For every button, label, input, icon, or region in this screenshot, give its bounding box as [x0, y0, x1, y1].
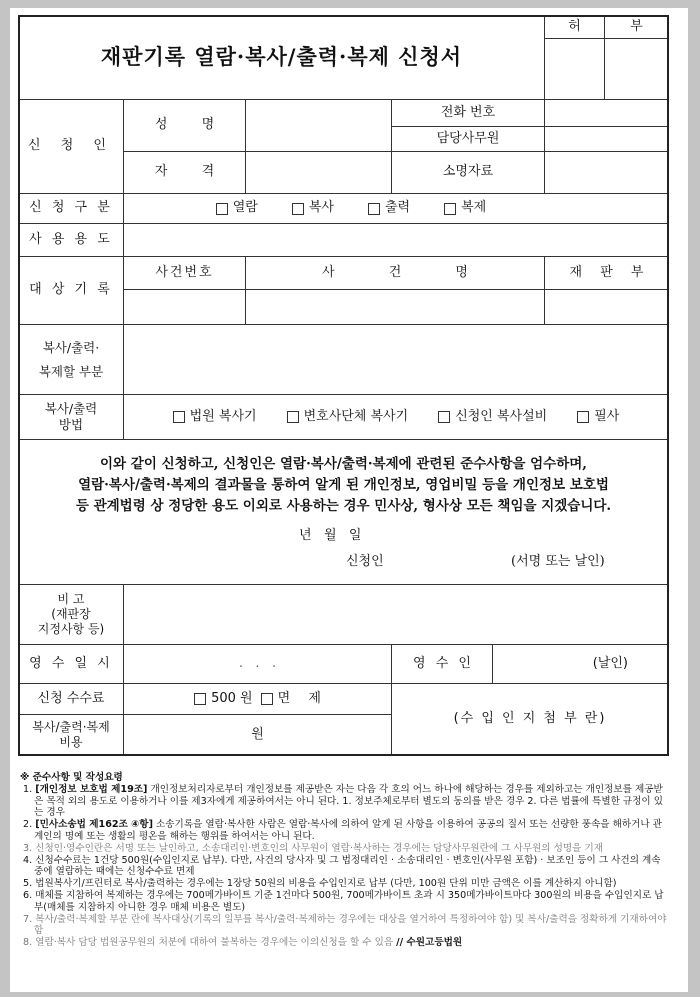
option-label: 면 제 [277, 690, 321, 706]
option-label: 필사 [594, 408, 620, 424]
fee-label: 신청 수수료 [18, 683, 124, 715]
note-text: 매체를 지참하여 복제하는 경우에는 700메가바이트 기준 1건마다 500원, 700메가바이트 초과 시 350메가바이트마다 300원의 비용을 수입인지로 납부(매체를 지참하지 아니한 경우 매체 비용은 별도) [32, 889, 664, 913]
request-type-duplicate[interactable] [444, 200, 486, 216]
copy-cost-field[interactable]: 원 [123, 714, 392, 756]
note-item [20, 878, 670, 890]
phone-field[interactable] [544, 99, 669, 127]
request-type-print[interactable] [368, 200, 410, 216]
note-number: 1. [23, 783, 33, 795]
note-item [20, 914, 670, 938]
reject-header: 부 [604, 15, 669, 39]
note-item [20, 937, 670, 949]
remarks-label: 비 고 (재판장 지정사항 등) [18, 584, 124, 645]
approve-header: 허 [544, 15, 605, 39]
checkbox[interactable] [216, 203, 228, 215]
note-item [20, 855, 670, 879]
name-field[interactable] [245, 99, 392, 152]
note-text: 열람·복사 담당 법원공무원의 처분에 대하여 불복하는 경우에는 이의신청을 할 수 있음 [32, 937, 397, 949]
method-handwriting[interactable] [577, 409, 619, 425]
copy-part-field[interactable] [123, 324, 669, 395]
note-number: 8. [23, 937, 33, 949]
purpose-label: 사 용 용 도 [18, 223, 124, 257]
option-label: 500 원 [211, 690, 253, 706]
method-bar-copier[interactable] [287, 409, 409, 425]
note-law-ref: [개인정보 보호법 제19조] [35, 783, 148, 795]
note-text: 소송기록을 열람·복사한 사람은 열람·복사에 의하여 알게 된 사항을 이용하여 공공의 질서 또는 선량한 풍속을 해하거나 관계인의 명예 또는 생활의 평온을 해하는 행위를 하여서는 아니 된다. [34, 819, 662, 842]
note-text: 복사/출력·복제할 부분 란에 복사대상(기록의 일부를 복사/출력·복제하는 경우에는 대상을 열거하여 특정하여야 함) 및 복사/출력을 정확하게 기재하여야 함 [32, 913, 667, 937]
note-number: 7. [23, 913, 33, 925]
option-label: 복제 [461, 200, 487, 216]
checkbox[interactable] [261, 693, 273, 705]
case-no-label: 사건번호 [123, 256, 246, 290]
notes-section [20, 772, 670, 949]
receiver-field[interactable]: (날인) [492, 644, 669, 684]
sign-hint: (서명 또는 날인) [511, 554, 605, 569]
clerk-field[interactable] [544, 126, 669, 152]
note-item [20, 843, 670, 855]
receipt-date-label: 영 수 일 시 [18, 644, 124, 684]
option-label: 변호사단체 복사기 [303, 408, 409, 424]
name-label: 성 명 [123, 99, 246, 152]
declaration-line: 등 관계법령 상 정당한 용도 이외로 사용하는 경우 민사상, 형사상 모든 책임을 지겠습니다. [75, 498, 612, 514]
clerk-label: 담당사무원 [391, 126, 545, 152]
request-type-copy[interactable] [292, 200, 334, 216]
checkbox[interactable] [577, 411, 589, 423]
proof-label: 소명자료 [391, 151, 545, 194]
copy-part-label: 복사/출력· 복제할 부분 [18, 324, 124, 395]
receiver-label: 영 수 인 [391, 644, 493, 684]
note-number: 2. [23, 819, 33, 831]
note-item [20, 819, 670, 843]
checkbox[interactable] [292, 203, 304, 215]
note-number: 4. [23, 854, 33, 866]
applicant-sign-label: 신청인 [346, 554, 384, 569]
note-law-ref: [민사소송법 제162조 ④항] [35, 819, 153, 831]
applicant-label: 신 청 인 [18, 99, 124, 194]
form-title: 재판기록 열람·복사/출력·복제 신청서 [18, 15, 545, 100]
checkbox[interactable] [287, 411, 299, 423]
option-label: 법원 복사기 [189, 408, 257, 424]
checkbox[interactable] [194, 693, 206, 705]
qualification-label: 자 격 [123, 151, 246, 194]
method-options [123, 394, 669, 440]
copy-cost-label: 복사/출력·복제 비용 [18, 714, 124, 756]
checkbox[interactable] [444, 203, 456, 215]
phone-label: 전화 번호 [391, 99, 545, 127]
note-text: 개인정보처리자로부터 개인정보를 제공받은 자는 다음 각 호의 어느 하나에 해당하는 경우를 제외하고는 개인정보를 제공받은 목적 외의 용도로 이용하거나 이를 제3자에게 제공하여서는 아니 된다. 1. 정보주체로부터 별도의 동의를 받은 경우 2. 다른 법률에 특별한 규정이 있는 경우 [34, 783, 664, 819]
target-label: 대 상 기 록 [18, 256, 124, 325]
case-no-field[interactable] [123, 289, 246, 325]
court-name: // 수원고등법원 [396, 937, 463, 949]
stamp-area: (수 입 인 지 첨 부 란) [391, 683, 669, 756]
request-type-options [123, 193, 669, 224]
option-label: 복사 [308, 200, 334, 216]
note-text: 신청인·영수인란은 서명 또는 날인하고, 소송대리인·변호인의 사무원이 열람·복사하는 경우에는 담당사무원란에 그 사무원의 성명을 기재 [32, 842, 603, 854]
note-number: 5. [23, 878, 33, 890]
note-item [20, 890, 670, 914]
qualification-field[interactable] [245, 151, 392, 194]
option-label: 출력 [385, 200, 411, 216]
option-label: 신청인 복사설비 [455, 408, 548, 424]
note-number: 6. [23, 889, 33, 901]
note-text: 법원복사기/프린터로 복사/출력하는 경우에는 1장당 50원의 비용을 수입인지로 납부 (다만, 100원 단위 미만 금액은 이를 계산하지 아니함) [32, 878, 617, 890]
checkbox[interactable] [173, 411, 185, 423]
receipt-date-field[interactable]: . . . [123, 644, 392, 684]
remarks-field[interactable] [123, 584, 669, 645]
method-own-equipment[interactable] [438, 409, 547, 425]
note-text: 신청수수료는 1건당 500원(수입인지로 납부). 다만, 사건의 당사자 및 그 법정대리인 · 소송대리인 · 변호인(사무원 포함) · 보조인 등이 그 사건의 계속 중에 열람하는 때에는 신청수수료 면제 [32, 854, 661, 878]
declaration-line: 열람·복사/출력·복제의 결과물을 통하여 알게 된 개인정보, 영업비밀 등을 개인정보 보호법 [78, 477, 609, 493]
option-label: 열람 [232, 200, 258, 216]
court-label: 재 판 부 [544, 256, 669, 290]
fee-exempt[interactable] [261, 691, 321, 707]
request-type-label: 신 청 구 분 [18, 193, 124, 224]
reject-box[interactable] [604, 38, 669, 100]
method-court-copier[interactable] [173, 409, 257, 425]
declaration-section [18, 439, 669, 585]
proof-field[interactable] [544, 151, 669, 194]
court-field[interactable] [544, 289, 669, 325]
checkbox[interactable] [438, 411, 450, 423]
notes-heading: ※ 준수사항 및 작성요령 [20, 772, 123, 783]
request-type-view[interactable] [216, 200, 258, 216]
method-label: 복사/출력 방법 [18, 394, 124, 440]
fee-500[interactable] [194, 691, 253, 707]
note-item [20, 784, 670, 819]
checkbox[interactable] [368, 203, 380, 215]
date-line: 년 월 일 [299, 528, 362, 543]
fee-options [123, 683, 392, 715]
case-name-label: 사 건 명 [245, 256, 545, 290]
purpose-field[interactable] [123, 223, 669, 257]
case-name-field[interactable] [245, 289, 545, 325]
note-number: 3. [23, 842, 33, 854]
approve-box[interactable] [544, 38, 605, 100]
declaration-line: 이와 같이 신청하고, 신청인은 열람·복사/출력·복제에 관련된 준수사항을 엄수하며, [100, 456, 587, 472]
